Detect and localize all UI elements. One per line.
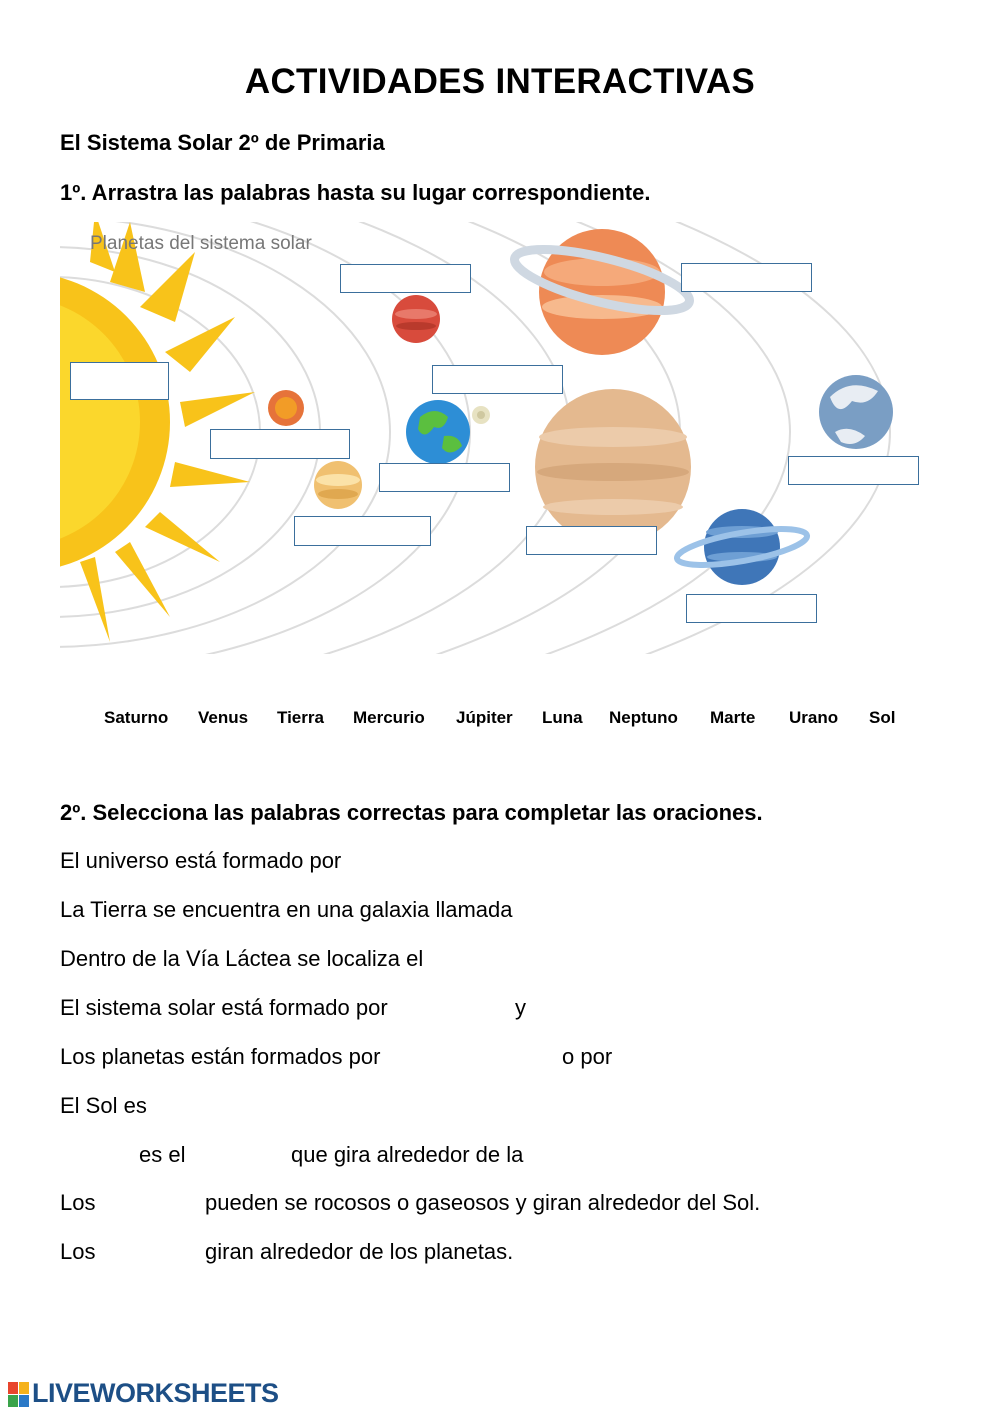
footer-brand: LIVEWORKSHEETS bbox=[32, 1378, 279, 1408]
drop-box-mars[interactable] bbox=[340, 264, 471, 293]
sentence-8-start: Los bbox=[60, 1190, 96, 1215]
drop-box-uranus[interactable] bbox=[788, 456, 919, 485]
word-chip[interactable]: Mercurio bbox=[353, 708, 425, 727]
word-chip[interactable]: Sol bbox=[869, 708, 896, 727]
word-chip[interactable]: Marte bbox=[710, 708, 756, 727]
neptune-icon bbox=[675, 509, 810, 585]
jupiter-icon bbox=[535, 389, 691, 545]
diagram-caption: Planetas del sistema solar bbox=[90, 233, 312, 254]
earth-icon bbox=[406, 400, 470, 464]
sentence-7-part-2: que gira alrededor de la bbox=[291, 1142, 524, 1167]
word-chip[interactable]: Urano bbox=[789, 708, 839, 727]
saturn-icon bbox=[509, 229, 694, 355]
sentence-3: Dentro de la Vía Láctea se localiza el bbox=[60, 946, 424, 971]
word-chip[interactable]: Júpiter bbox=[456, 708, 513, 727]
question-2-instruction: 2º. Selecciona las palabras correctas para completar las oraciones. bbox=[60, 800, 763, 825]
question-1-instruction: 1º. Arrastra las palabras hasta su lugar correspondiente. bbox=[60, 180, 651, 205]
sentence-9-end: giran alrededor de los planetas. bbox=[205, 1239, 514, 1264]
drop-box-earth[interactable] bbox=[432, 365, 563, 394]
word-chip[interactable]: Tierra bbox=[277, 708, 324, 727]
uranus-icon bbox=[819, 375, 893, 449]
sentence-5-start: Los planetas están formados por bbox=[60, 1044, 381, 1069]
word-chip[interactable]: Venus bbox=[198, 708, 249, 727]
page-title: ACTIVIDADES INTERACTIVAS bbox=[244, 62, 756, 101]
sentence-9-start: Los bbox=[60, 1239, 96, 1264]
subtitle: El Sistema Solar 2º de Primaria bbox=[60, 130, 385, 155]
sentence-6: El Sol es bbox=[60, 1093, 147, 1118]
sentence-8-end: pueden se rocosos o gaseosos y giran alrededor del Sol. bbox=[205, 1190, 761, 1215]
mercury-icon bbox=[268, 390, 304, 426]
drop-box-venus[interactable] bbox=[294, 516, 431, 546]
drop-box-jupiter[interactable] bbox=[526, 526, 657, 555]
venus-icon bbox=[314, 461, 362, 509]
drop-box-sun[interactable] bbox=[70, 362, 169, 400]
sentence-4-start: El sistema solar está formado por bbox=[60, 995, 388, 1020]
word-chip[interactable]: Luna bbox=[542, 708, 583, 727]
drop-box-moon[interactable] bbox=[379, 463, 510, 492]
solar-system-diagram bbox=[60, 222, 940, 654]
moon-icon bbox=[472, 406, 490, 424]
sentence-7-part-1: es el bbox=[139, 1142, 186, 1167]
sentence-5-connector: o por bbox=[562, 1044, 613, 1069]
word-chip[interactable]: Saturno bbox=[104, 708, 169, 727]
drop-box-neptune[interactable] bbox=[686, 594, 817, 623]
mars-icon bbox=[392, 295, 440, 343]
sentence-1: El universo está formado por bbox=[60, 848, 342, 873]
sentence-4-connector: y bbox=[515, 995, 526, 1020]
sentence-2: La Tierra se encuentra en una galaxia llamada bbox=[60, 897, 513, 922]
liveworksheets-logo-icon bbox=[8, 1382, 30, 1408]
word-chip[interactable]: Neptuno bbox=[609, 708, 678, 727]
drop-box-saturn[interactable] bbox=[681, 263, 812, 292]
drop-box-mercury[interactable] bbox=[210, 429, 350, 459]
